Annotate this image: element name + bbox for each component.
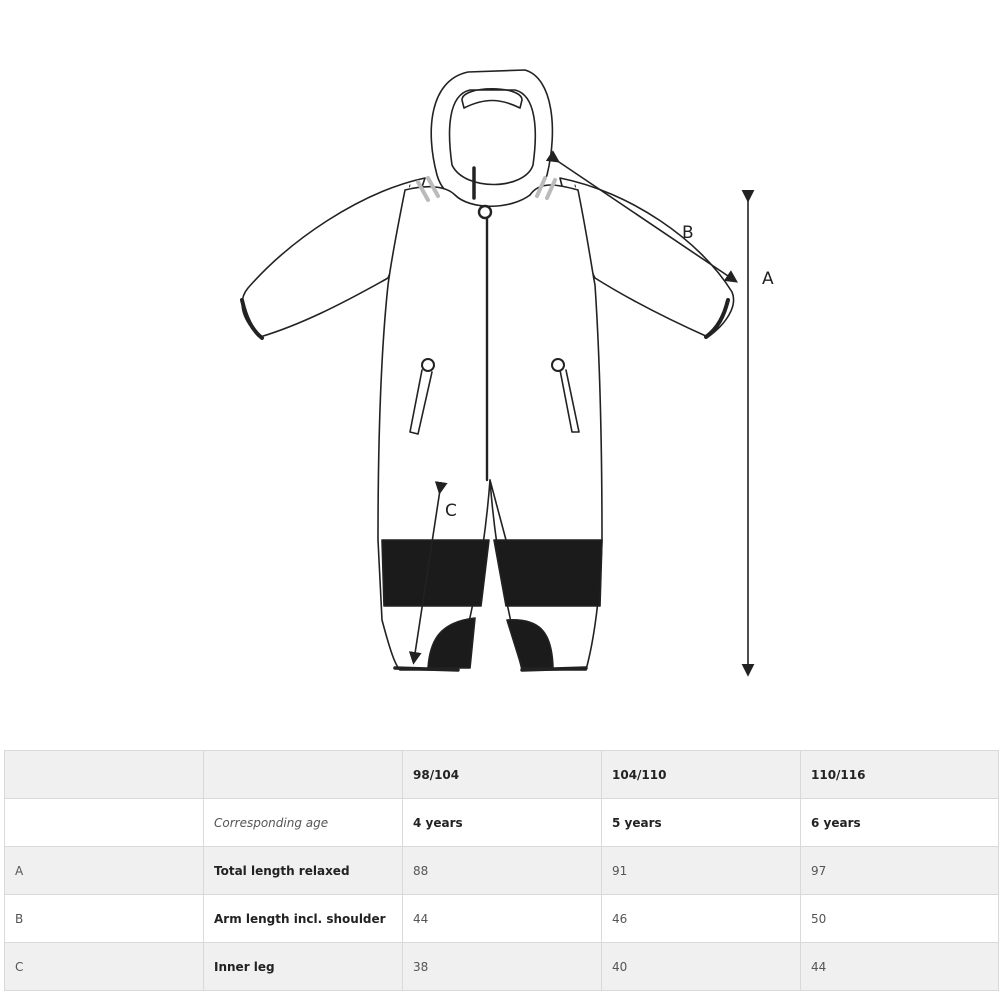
row-label: Corresponding age — [204, 799, 403, 847]
dimension-b-label: B — [682, 223, 694, 243]
row-code: A — [5, 847, 204, 895]
row-code: C — [5, 943, 204, 991]
header-cell-size: 110/116 — [801, 751, 999, 799]
header-cell-size: 98/104 — [403, 751, 602, 799]
right-pocket-pull — [552, 359, 564, 371]
row-value: 88 — [403, 847, 602, 895]
header-cell-label — [204, 751, 403, 799]
zipper-pull — [479, 206, 491, 218]
row-value: 97 — [801, 847, 999, 895]
table-row — [5, 847, 999, 895]
right-knee-band — [494, 540, 602, 606]
row-value: 50 — [801, 895, 999, 943]
row-code — [5, 799, 204, 847]
header-cell-code — [5, 751, 204, 799]
row-value: 46 — [602, 895, 801, 943]
table-row-age — [5, 799, 999, 847]
row-value: 40 — [602, 943, 801, 991]
dimension-a-label: A — [762, 269, 774, 289]
dimension-c-label: C — [445, 501, 457, 521]
left-pocket-pull — [422, 359, 434, 371]
table-header-row — [5, 751, 999, 799]
row-value: 44 — [801, 943, 999, 991]
row-value: 4 years — [403, 799, 602, 847]
dimension-a — [748, 198, 774, 672]
table-row — [5, 895, 999, 943]
snowsuit-illustration — [242, 70, 734, 670]
row-label: Arm length incl. shoulder — [204, 895, 403, 943]
table-row — [5, 943, 999, 991]
row-value: 38 — [403, 943, 602, 991]
size-table — [4, 750, 999, 991]
left-knee-band — [382, 540, 489, 606]
row-value: 44 — [403, 895, 602, 943]
row-label: Inner leg — [204, 943, 403, 991]
row-value: 5 years — [602, 799, 801, 847]
header-cell-size: 104/110 — [602, 751, 801, 799]
row-label: Total length relaxed — [204, 847, 403, 895]
right-foot-hem — [522, 668, 586, 670]
row-value: 6 years — [801, 799, 999, 847]
row-code: B — [5, 895, 204, 943]
row-value: 91 — [602, 847, 801, 895]
left-foot-hem — [395, 668, 458, 670]
